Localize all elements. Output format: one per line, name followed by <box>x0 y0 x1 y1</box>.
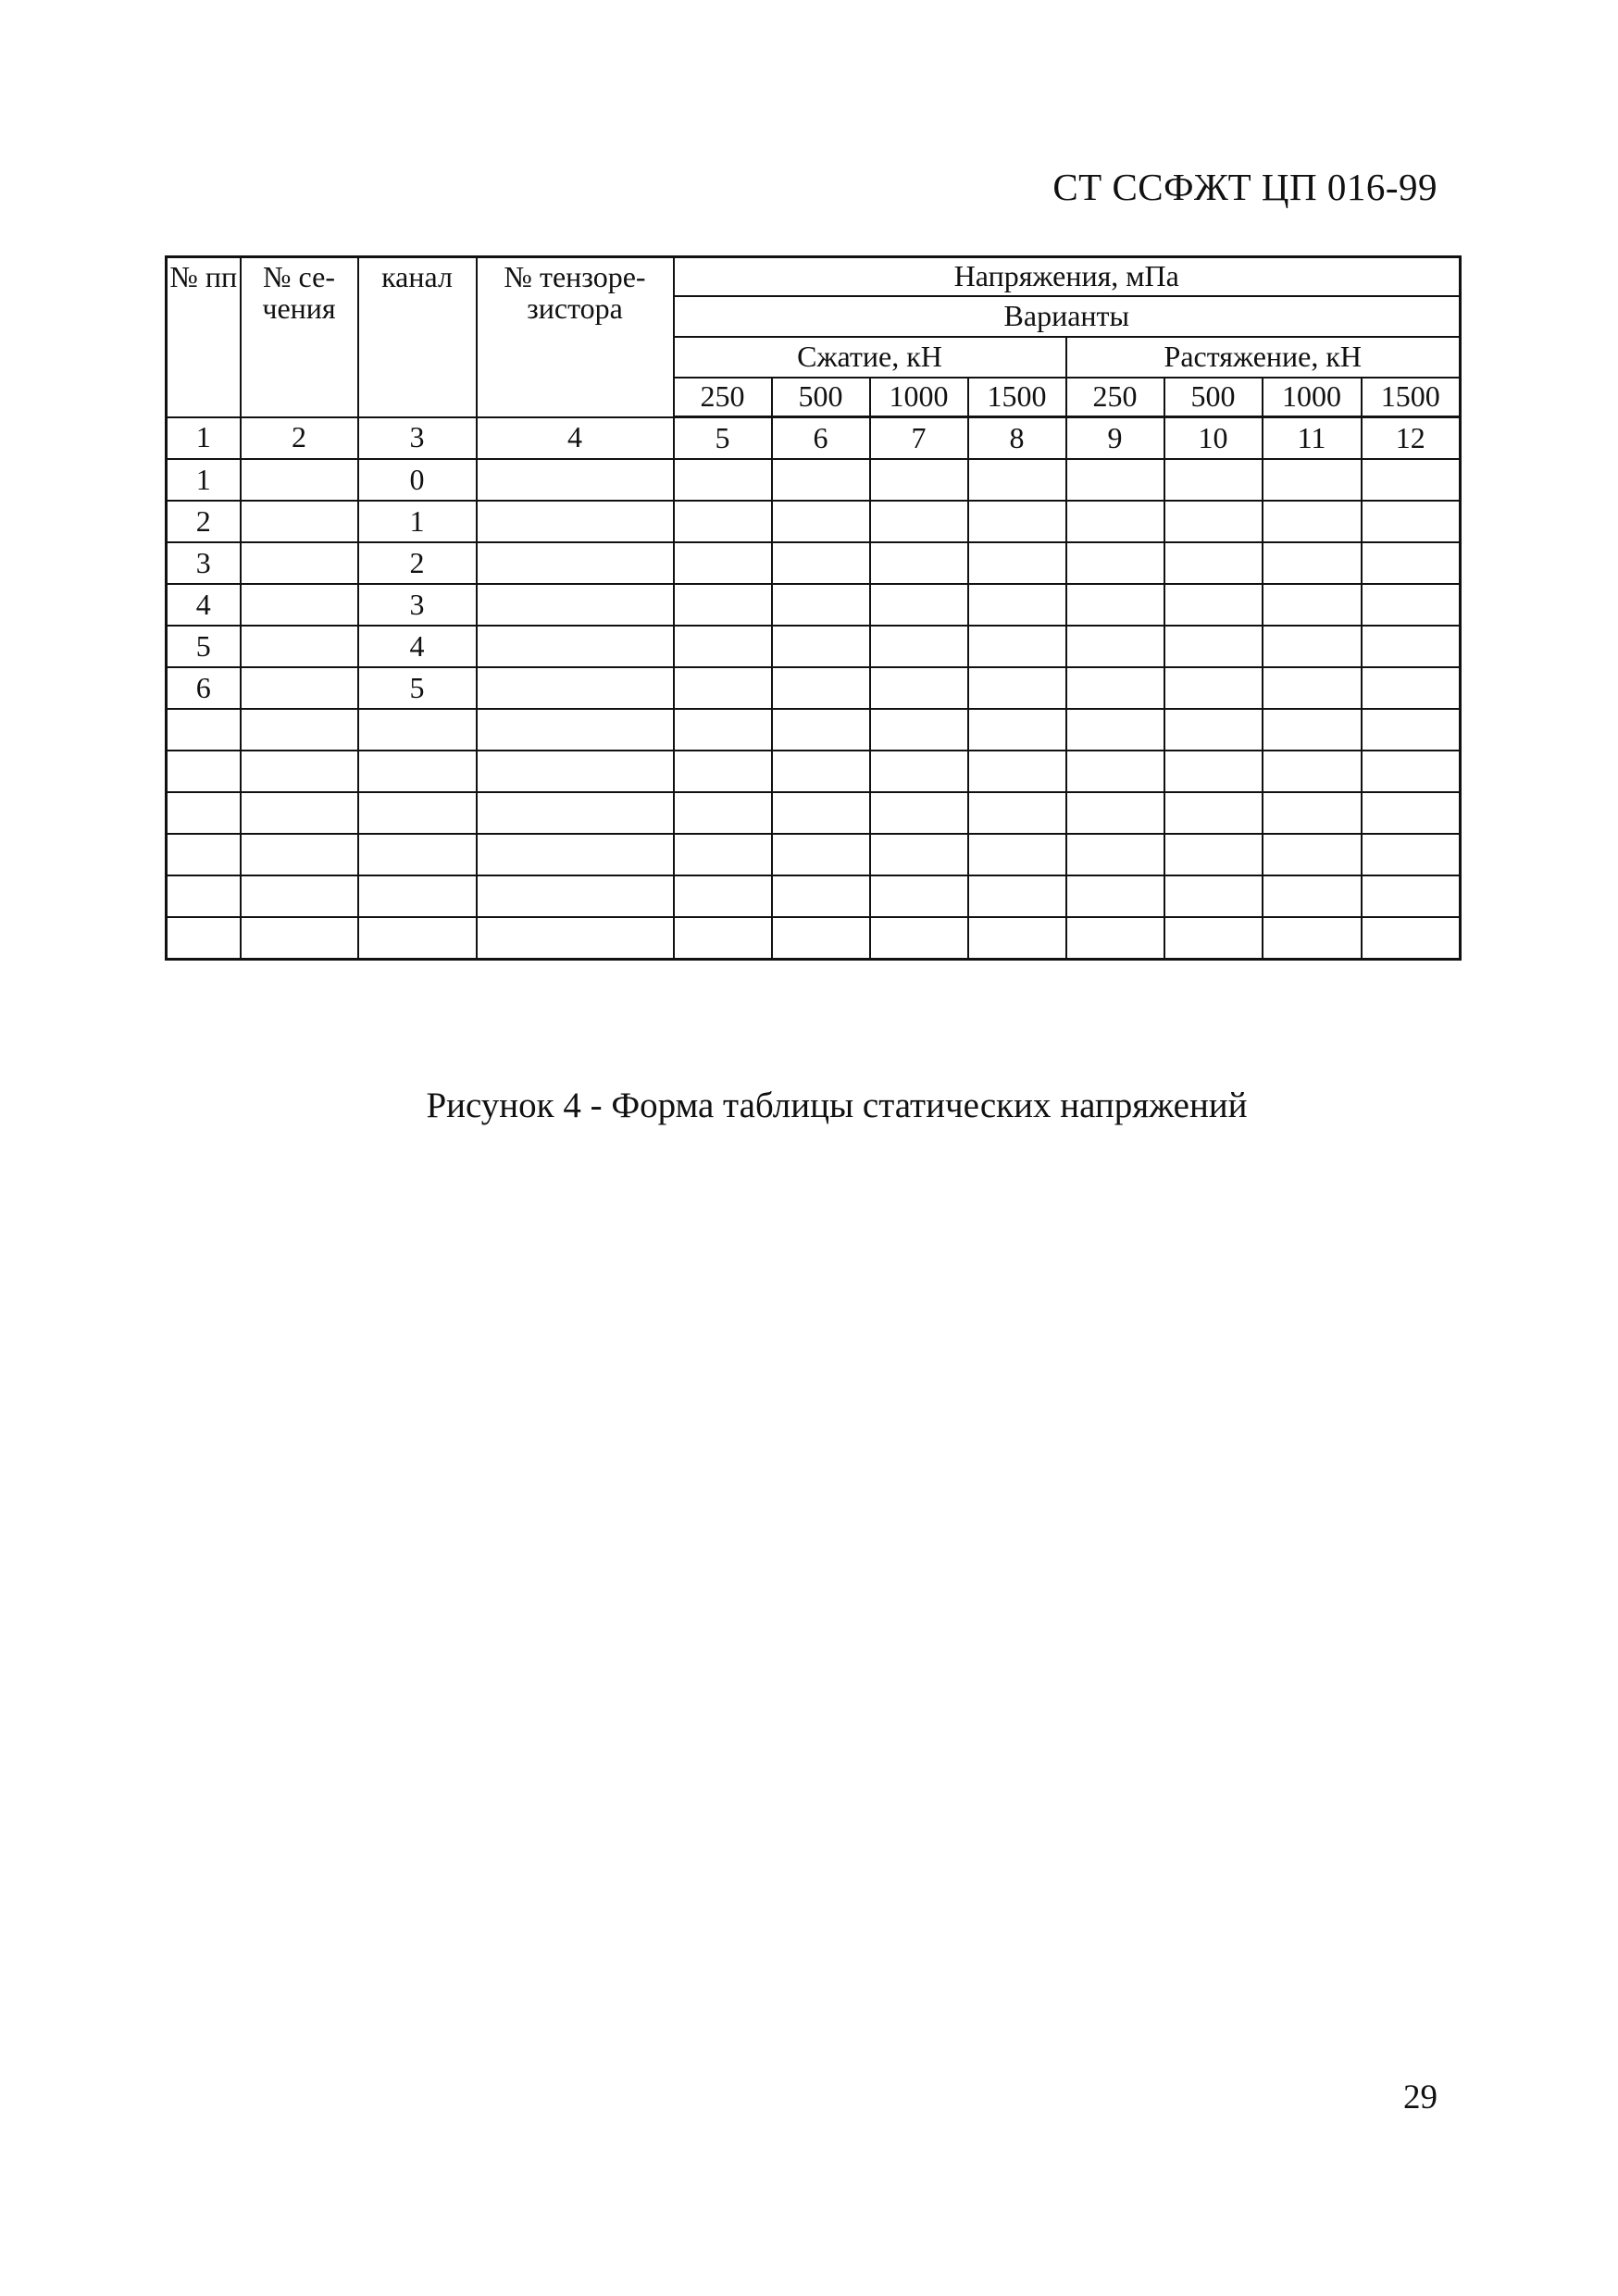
table-row <box>167 501 1461 542</box>
cell-empty <box>477 584 674 626</box>
column-number-row <box>167 417 1461 460</box>
cell-empty <box>477 875 674 917</box>
cell-empty <box>1066 875 1164 917</box>
cell-empty <box>1066 792 1164 834</box>
cell-empty <box>477 917 674 960</box>
cell-empty <box>1066 667 1164 709</box>
cell-empty <box>1263 667 1362 709</box>
cell-npp: 6 <box>167 667 241 709</box>
load-header: 500 <box>772 378 870 417</box>
cell-empty <box>241 501 358 542</box>
cell-empty <box>772 626 870 667</box>
header-section: № се-чения <box>241 257 358 417</box>
cell-empty <box>1362 542 1461 584</box>
cell-empty <box>1164 709 1263 751</box>
cell-empty <box>968 834 1066 875</box>
cell-empty <box>674 584 772 626</box>
cell-empty <box>241 459 358 501</box>
cell-empty <box>1362 792 1461 834</box>
table-row-empty <box>167 751 1461 792</box>
cell-empty <box>1362 834 1461 875</box>
cell-empty <box>674 875 772 917</box>
cell-empty <box>1066 626 1164 667</box>
cell-empty <box>477 709 674 751</box>
cell-empty <box>870 875 968 917</box>
cell-empty <box>968 542 1066 584</box>
cell-empty <box>1066 709 1164 751</box>
cell-empty <box>772 875 870 917</box>
column-number: 10 <box>1164 417 1263 460</box>
cell-empty <box>772 501 870 542</box>
cell-empty <box>241 626 358 667</box>
cell-empty <box>241 917 358 960</box>
cell-channel: 1 <box>358 501 477 542</box>
cell-empty <box>167 751 241 792</box>
table-row <box>167 542 1461 584</box>
cell-empty <box>870 792 968 834</box>
cell-empty <box>477 751 674 792</box>
column-number: 7 <box>870 417 968 460</box>
cell-empty <box>1362 751 1461 792</box>
cell-empty <box>167 875 241 917</box>
cell-empty <box>1164 751 1263 792</box>
column-number: 3 <box>358 417 477 460</box>
column-number: 4 <box>477 417 674 460</box>
header-tensor: № тензоре-зистора <box>477 257 674 417</box>
cell-empty <box>358 917 477 960</box>
column-number: 1 <box>167 417 241 460</box>
table-row <box>167 584 1461 626</box>
column-number: 6 <box>772 417 870 460</box>
cell-npp: 2 <box>167 501 241 542</box>
cell-empty <box>358 709 477 751</box>
cell-npp: 3 <box>167 542 241 584</box>
table-row <box>167 667 1461 709</box>
cell-empty <box>1164 626 1263 667</box>
cell-empty <box>1362 626 1461 667</box>
cell-empty <box>1263 834 1362 875</box>
header-stress: Напряжения, мПа <box>674 257 1461 296</box>
cell-empty <box>1164 501 1263 542</box>
cell-empty <box>1066 501 1164 542</box>
cell-empty <box>772 917 870 960</box>
cell-empty <box>870 751 968 792</box>
cell-empty <box>772 459 870 501</box>
cell-empty <box>674 792 772 834</box>
cell-empty <box>1362 875 1461 917</box>
table-row <box>167 459 1461 501</box>
cell-empty <box>1066 834 1164 875</box>
cell-empty <box>1362 709 1461 751</box>
cell-channel: 4 <box>358 626 477 667</box>
cell-empty <box>674 709 772 751</box>
cell-empty <box>241 584 358 626</box>
load-header: 1500 <box>968 378 1066 417</box>
cell-empty <box>477 542 674 584</box>
cell-empty <box>968 875 1066 917</box>
cell-empty <box>1263 792 1362 834</box>
load-header: 1000 <box>870 378 968 417</box>
cell-empty <box>1263 709 1362 751</box>
cell-empty <box>1263 917 1362 960</box>
cell-empty <box>1164 542 1263 584</box>
cell-empty <box>167 792 241 834</box>
cell-empty <box>241 751 358 792</box>
cell-empty <box>968 751 1066 792</box>
cell-empty <box>674 667 772 709</box>
table-row-empty <box>167 792 1461 834</box>
cell-empty <box>674 459 772 501</box>
cell-empty <box>1263 751 1362 792</box>
cell-empty <box>477 667 674 709</box>
column-number: 5 <box>674 417 772 460</box>
cell-empty <box>1362 501 1461 542</box>
cell-empty <box>1362 667 1461 709</box>
cell-empty <box>772 667 870 709</box>
column-number: 12 <box>1362 417 1461 460</box>
cell-empty <box>968 584 1066 626</box>
cell-empty <box>1066 917 1164 960</box>
cell-empty <box>1362 459 1461 501</box>
cell-empty <box>1362 917 1461 960</box>
header-tension: Растяжение, кН <box>1066 337 1461 378</box>
table-row-empty <box>167 709 1461 751</box>
cell-empty <box>1164 667 1263 709</box>
cell-empty <box>477 501 674 542</box>
cell-npp: 4 <box>167 584 241 626</box>
header-npp: № пп <box>167 257 241 417</box>
cell-channel: 2 <box>358 542 477 584</box>
table-row-empty <box>167 875 1461 917</box>
load-header: 250 <box>1066 378 1164 417</box>
cell-empty <box>241 542 358 584</box>
cell-empty <box>772 709 870 751</box>
cell-empty <box>1263 875 1362 917</box>
cell-npp: 5 <box>167 626 241 667</box>
cell-empty <box>477 626 674 667</box>
cell-empty <box>477 792 674 834</box>
column-number: 11 <box>1263 417 1362 460</box>
cell-empty <box>772 542 870 584</box>
cell-empty <box>968 709 1066 751</box>
cell-empty <box>241 667 358 709</box>
cell-empty <box>358 751 477 792</box>
cell-empty <box>241 834 358 875</box>
cell-empty <box>1263 584 1362 626</box>
cell-empty <box>1164 917 1263 960</box>
cell-empty <box>241 792 358 834</box>
cell-empty <box>674 501 772 542</box>
cell-empty <box>358 834 477 875</box>
cell-empty <box>167 917 241 960</box>
cell-empty <box>968 792 1066 834</box>
cell-empty <box>1066 542 1164 584</box>
cell-empty <box>241 875 358 917</box>
cell-npp: 1 <box>167 459 241 501</box>
cell-empty <box>477 834 674 875</box>
cell-empty <box>968 626 1066 667</box>
cell-channel: 3 <box>358 584 477 626</box>
header-variants: Варианты <box>674 296 1461 337</box>
cell-empty <box>1066 459 1164 501</box>
cell-empty <box>968 459 1066 501</box>
column-number: 2 <box>241 417 358 460</box>
figure-caption: Рисунок 4 - Форма таблицы статических напряжений <box>426 1086 1248 1125</box>
page-number: 29 <box>1403 2079 1438 2116</box>
table-row <box>167 626 1461 667</box>
cell-empty <box>772 751 870 792</box>
cell-empty <box>674 542 772 584</box>
cell-empty <box>870 667 968 709</box>
table-row-empty <box>167 917 1461 960</box>
cell-empty <box>1263 626 1362 667</box>
load-header: 500 <box>1164 378 1263 417</box>
cell-empty <box>1263 501 1362 542</box>
static-stress-table <box>165 255 1462 961</box>
cell-empty <box>772 792 870 834</box>
cell-empty <box>674 751 772 792</box>
cell-empty <box>358 875 477 917</box>
cell-channel: 5 <box>358 667 477 709</box>
cell-empty <box>167 709 241 751</box>
cell-empty <box>870 709 968 751</box>
load-header: 1500 <box>1362 378 1461 417</box>
load-header: 1000 <box>1263 378 1362 417</box>
cell-empty <box>1066 584 1164 626</box>
cell-empty <box>1164 875 1263 917</box>
cell-empty <box>1164 584 1263 626</box>
cell-empty <box>870 626 968 667</box>
cell-channel: 0 <box>358 459 477 501</box>
cell-empty <box>241 709 358 751</box>
cell-empty <box>1362 584 1461 626</box>
cell-empty <box>1164 834 1263 875</box>
cell-empty <box>870 501 968 542</box>
cell-empty <box>674 626 772 667</box>
cell-empty <box>1164 459 1263 501</box>
table-row-empty <box>167 834 1461 875</box>
cell-empty <box>674 834 772 875</box>
cell-empty <box>674 917 772 960</box>
column-number: 8 <box>968 417 1066 460</box>
cell-empty <box>167 834 241 875</box>
cell-empty <box>1066 751 1164 792</box>
header-compression: Сжатие, кН <box>674 337 1066 378</box>
cell-empty <box>1164 792 1263 834</box>
cell-empty <box>870 917 968 960</box>
cell-empty <box>968 917 1066 960</box>
cell-empty <box>870 834 968 875</box>
column-number: 9 <box>1066 417 1164 460</box>
cell-empty <box>870 584 968 626</box>
document-code: СТ ССФЖТ ЦП 016-99 <box>1052 166 1438 208</box>
cell-empty <box>968 501 1066 542</box>
cell-empty <box>870 459 968 501</box>
cell-empty <box>1263 542 1362 584</box>
cell-empty <box>870 542 968 584</box>
cell-empty <box>1263 459 1362 501</box>
cell-empty <box>772 834 870 875</box>
cell-empty <box>477 459 674 501</box>
cell-empty <box>968 667 1066 709</box>
header-channel: канал <box>358 257 477 417</box>
load-header: 250 <box>674 378 772 417</box>
cell-empty <box>772 584 870 626</box>
cell-empty <box>358 792 477 834</box>
